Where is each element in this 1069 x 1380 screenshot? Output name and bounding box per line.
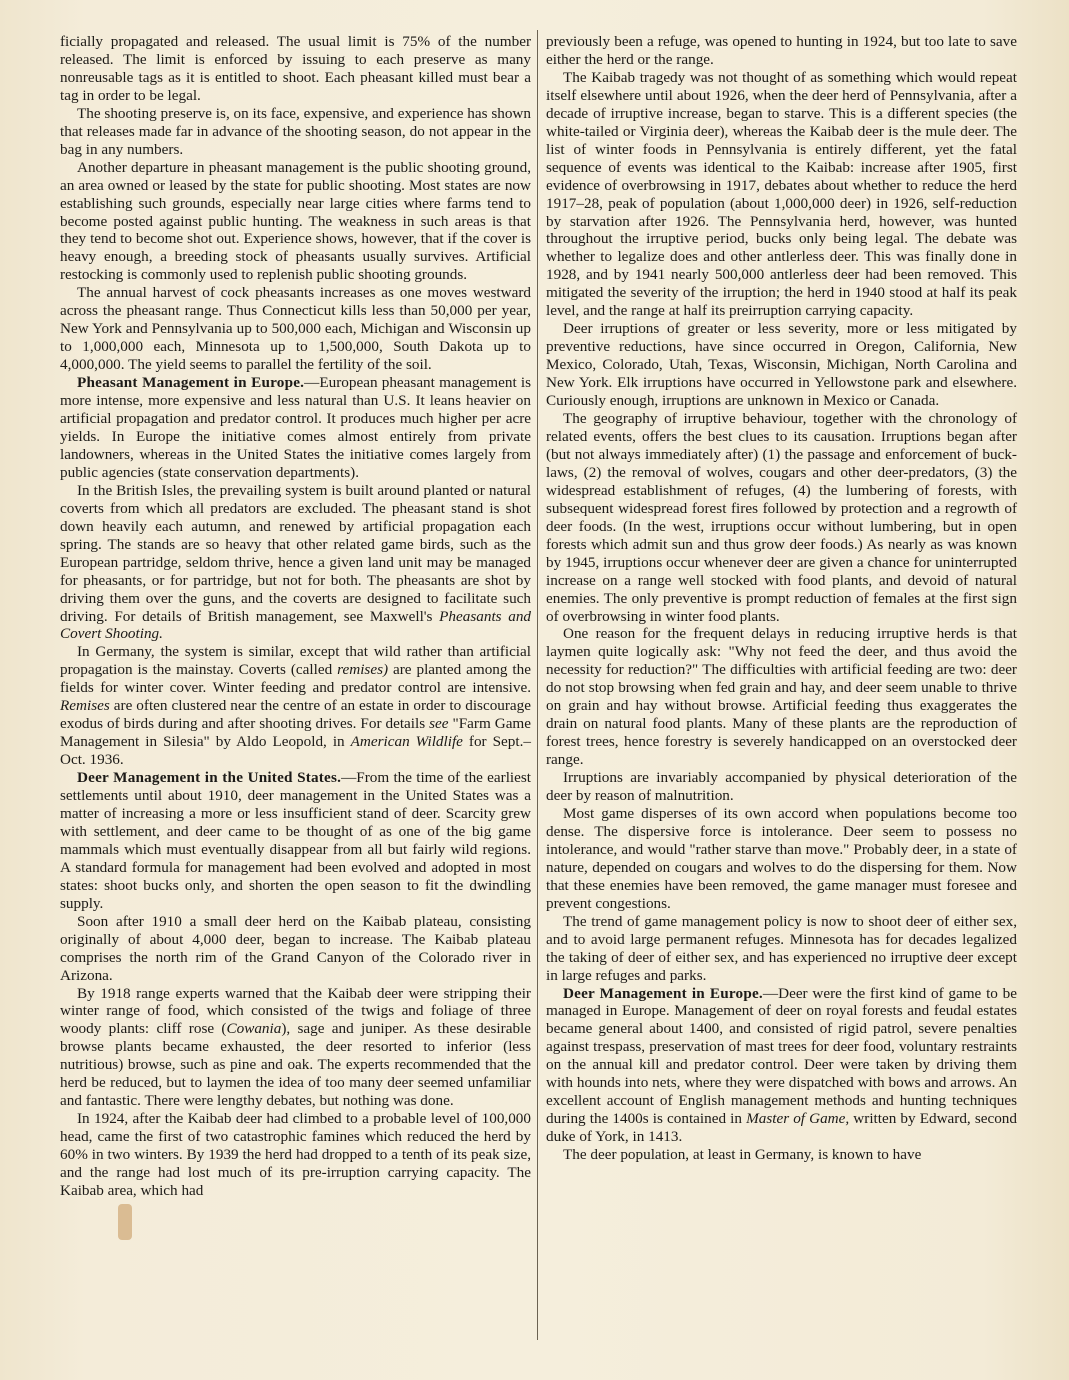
paragraph-text: By 1918 range experts warned that the Kaibab deer were stripping their winter range of food, which consisted of the twigs and foliage of three woody plants: cliff rose (	[60, 984, 531, 1038]
paragraph: Soon after 1910 a small deer herd on the Kaibab plateau, consisting originally of about 4,000 deer, began to increase. The Kaibab plateau comprises the north rim of the Grand Canyon of the Colorado river in Arizona.	[60, 912, 531, 984]
italic-term: remises)	[337, 661, 389, 679]
paragraph: Another departure in pheasant management is the public shooting ground, an area owned or leased by the state for public shooting. Most states are now establishing such grounds, especially near large cities where farms tend to become posted against public hunting. The weakness in such areas is that they tend to become shot out. Experience shows, however, that if the cover is heavy enough, a breeding stock of pheasants usually survives. Artificial restocking is commonly used to replenish public shooting grounds.	[60, 158, 531, 284]
section-paragraph	[546, 985, 1017, 1147]
book-title: Pheasants and Covert Shooting.	[60, 607, 532, 643]
paragraph	[60, 985, 531, 1111]
paragraph-text: "Farm Game Management in Silesia" by Aldo Leopold, in	[60, 715, 531, 751]
section-heading: Deer Management in Europe.	[563, 984, 763, 1002]
paragraph: Irruptions are invariably accompanied by physical deterioration of the deer by reason of malnutrition.	[546, 769, 1017, 805]
right-column	[546, 33, 1017, 1164]
paragraph: The deer population, at least in Germany, is known to have	[563, 1146, 922, 1164]
paragraph: One reason for the frequent delays in reducing irruptive herds is that laymen quite logically ask: "Why not feed the deer, and thus avoid the necessity for reduction?" The difficulties with artificial feeding are two: deer do not stop browsing when fed grain and hay, and deer seem unable to thrive on grain and hay without browse. Artificial feeding thus exaggerates the drain on natural food plants. Many of these plants are the reproduction of forest trees, hence forestry is severely handicapped on an overstocked deer range.	[546, 625, 1017, 769]
paragraph: Most game disperses of its own accord when populations become too dense. The dispersive force is intolerance. Deer seem to possess no intolerance, and would "rather starve than move." Probably deer, in a state of nature, depended on cougars and wolves to do the dispersing for them. Now that these enemies have been removed, the game manager must foresee and prevent congestions.	[546, 804, 1017, 912]
paragraph-text: In Germany, the system is similar, except that wild rather than artificial propagation is the mainstay. Coverts (called	[60, 643, 531, 679]
section-heading: Deer Management in the United States.	[77, 769, 342, 787]
paragraph: Deer irruptions of greater or less severity, more or less mitigated by preventive reductions, have since occurred in Oregon, California, New Mexico, Colorado, Utah, Texas, Wisconsin, Michigan, North Carolina and New York. Elk irruptions have occurred in Yellowstone park and elsewhere. Curiously enough, irruptions are unknown in Mexico or Canada.	[546, 320, 1017, 410]
left-column	[60, 33, 531, 1200]
paper-stain	[118, 1204, 132, 1240]
paragraph-text: In the British Isles, the prevailing system is built around planted or natural coverts from which all predators are excluded. The pheasant stand is shot down heavily each autumn, and renewed by artificial propagation each spring. The stands are so heavy that other related game birds, such as the European partridge, seldom thrive, hence a given land unit may be managed for pheasants, or for partridge, but not for both. The pheasants are shot by driving them over the guns, and the coverts are designed to facilitate such driving. For details of British management, see Maxwell's	[60, 481, 531, 625]
paragraph: In 1924, after the Kaibab deer had climbed to a probable level of 100,000 head, came the first of two catastrophic famines which reduced the herd by 60% in two winters. By 1939 the herd had dropped to a tenth of its peak size, and the range had lost much of its pre-irruption carrying capacity. The Kaibab area, which had	[60, 1110, 531, 1199]
column-divider	[537, 30, 538, 1340]
paragraph: The geography of irruptive behaviour, together with the chronology of related events, offers the best clues to its causation. Irruptions began after (but not always immediately after) (1) the passage and enforcement of buck-laws, (2) the removal of wolves, cougars and other deer-predators, (3) the widespread establishment of refuges, (4) the lumbering of forests, with subsequent widespread forest fires followed by protection and a regrowth of deer foods. (In the west, irruptions occur without lumbering, but in open forests which admit sun and thus grow deer foods.) As nearly as was known by 1945, irruptions occur whenever deer are given a chance for uninterrupted increase on a range well stocked with food plants, and devoid of natural enemies. The only preventive is prompt reduction of females at the first sign of overbrowsing in winter food plants.	[546, 410, 1017, 625]
paragraph-text: ), sage and juniper. As these desirable browse plants became exhausted, the deer resorted to inferior (less nutritious) browse, such as pine and oak. The experts recommended that the herd be reduced, but to laymen the idea of too many deer seemed unfamiliar and fantastic. There were lengthy debates, but nothing was done.	[60, 1020, 531, 1110]
italic-term: Cowania	[226, 1020, 282, 1038]
paragraph: ficially propagated and released. The usual limit is 75% of the number released. The limit is enforced by issuing to each preserve as many nonreusable tags as it is entitled to shoot. Each pheasant killed must bear a tag in order to be legal.	[60, 33, 531, 104]
italic-term: see	[429, 715, 449, 733]
paragraph-text: written by Edward, second duke of York, in 1413.	[546, 1110, 1017, 1146]
paragraph-text: —Deer were the first kind of game to be managed in Europe. Management of deer on royal forests and feudal estates became general about 1400, and consisted of rigid patrol, severe penalties against trespass, preservation of mast trees for deer food, voluntary restraints on the annual kill and predator control. Deer were taken by driving them with hounds into nets, where they were dispatched with bows and arrows. An excellent account of English management methods and hunting techniques during the 1400s is contained in	[546, 984, 1017, 1128]
italic-term: Remises	[60, 697, 110, 715]
paragraph: previously been a refuge, was opened to hunting in 1924, but too late to save either the herd or the range.	[546, 33, 1017, 68]
paragraph-text: —European pheasant management is more intense, more expensive and less natural than U.S. It leans heavier on artificial propagation and predator control. It produces much higher per acre yields. In Europe the initiative comes almost entirely from private landowners, whereas in the United States the initiative comes largely from public agencies (state conservation departments).	[60, 374, 531, 481]
section-paragraph	[60, 769, 531, 913]
journal-title: American Wildlife	[350, 733, 463, 751]
page-corner-mark	[2, 2, 36, 42]
section-heading: Pheasant Management in Europe.	[77, 374, 305, 392]
book-title: Master of Game,	[746, 1110, 850, 1128]
paragraph-text: —From the time of the earliest settlements until about 1910, deer management in the United States was a matter of increasing a more or less insufficient stand of deer. Scarcity grew with settlement, and deer came to be thought of as one of the big game mammals which must eventually disappear from all but fairly wild regions. A standard formula for management had been evolved and adopted in most states: shoot bucks only, and shorten the open season to fit the dwindling supply.	[60, 769, 531, 912]
paragraph-text: are often clustered near the centre of an estate in order to discourage exodus of birds during and after shooting drives. For details	[60, 697, 532, 733]
paragraph	[60, 482, 531, 644]
paragraph: The annual harvest of cock pheasants increases as one moves westward across the pheasant range. Thus Connecticut kills less than 50,000 per year, New York and Pennsylvania up to 500,000 each, Michigan and Wisconsin up to 1,000,000 each, Minnesota up to 1,500,000, South Dakota up to 4,000,000. The yield seems to parallel the fertility of the soil.	[60, 284, 531, 374]
section-paragraph	[60, 374, 531, 482]
paragraph-text: for Sept.–Oct. 1936.	[60, 733, 531, 769]
paragraph: The Kaibab tragedy was not thought of as something which would repeat itself elsewhere until about 1926, when the deer herd of Pennsylvania, after a decade of irruptive increase, began to starve. This is a different species (the white-tailed or Virginia deer), whereas the Kaibab deer is the mule deer. The list of winter foods in Pennsylvania is entirely different, yet the fatal sequence of events was identical to the Kaibab: increase after 1905, first evidence of overbrowsing in 1917, debates about whether to reduce the herd 1917–28, peak of population (about 1,000,000 deer) in 1926, self-reduction by starvation after 1926. The Pennsylvania herd, however, was hunted throughout the irruptive period, bucks only being legal. The debate was whether to legalize does and other antlerless deer. This was finally done in 1928, and by 1941 nearly 500,000 antlerless deer had been removed. This mitigated the severity of the irruption; the herd in 1940 stood at half its peak level, and the range at half its preirruption carrying capacity.	[546, 68, 1017, 320]
paragraph: The trend of game management policy is now to shoot deer of either sex, and to avoid large permanent refuges. Minnesota has for decades legalized the taking of deer of either sex, and has experienced no irruptive deer except in large refuges and parks.	[546, 912, 1017, 984]
paragraph-text: are planted among the fields for winter cover. Winter feeding and predator control are intensive.	[60, 661, 531, 697]
paragraph	[60, 643, 531, 769]
paragraph: The shooting preserve is, on its face, expensive, and experience has shown that releases made far in advance of the shooting season, do not appear in the bag in any numbers.	[60, 104, 531, 158]
